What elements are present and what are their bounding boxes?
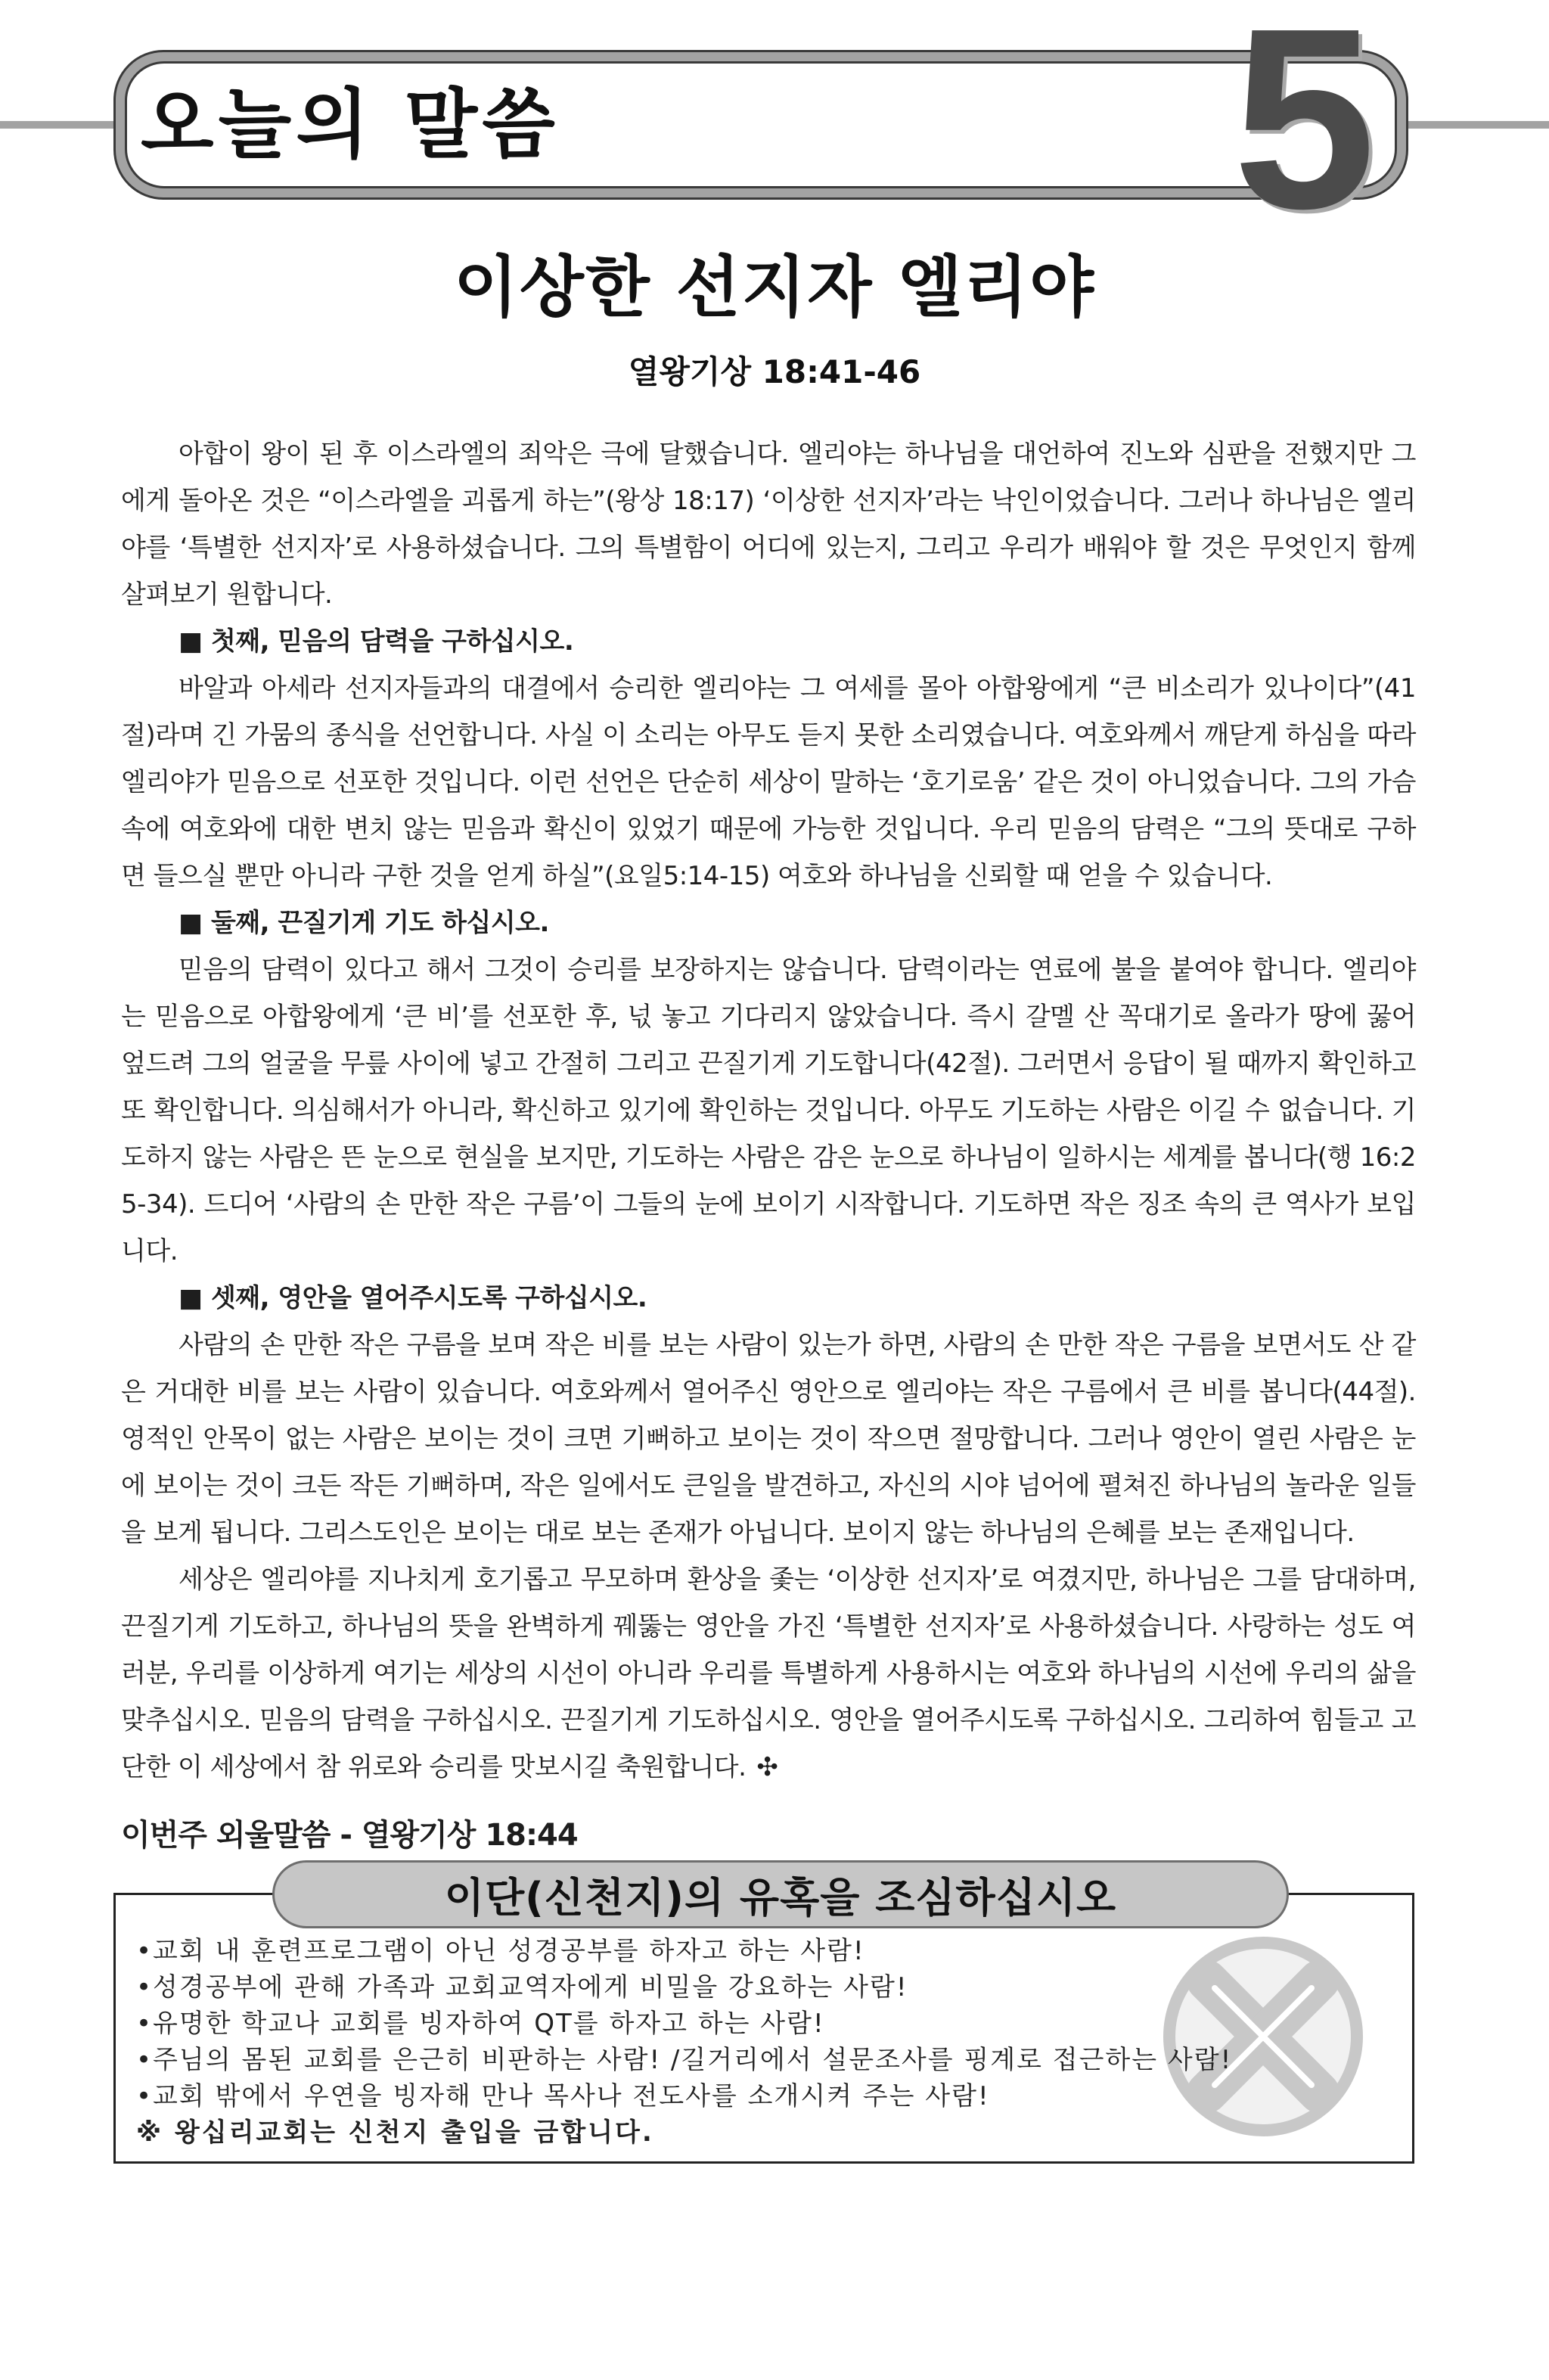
memory-verse: 이번주 외울말씀 - 열왕기상 18:44	[121, 1818, 578, 1853]
warning-item: •교회 내 훈련프로그램이 아닌 성경공부를 하자고 하는 사람!	[136, 1936, 865, 1966]
warning-title: 이단(신천지)의 유혹을 조심하십시오	[444, 1873, 1117, 1922]
point-paragraph-1: 바알과 아세라 선지자들과의 대결에서 승리한 엘리야는 그 여세를 몰아 아합왕에게 “큰 비소리가 있나이다”(41절)라며 긴 가뭄의 종식을 선언합니다. 사실 이 소리는 아무도 듣지 못한 소리였습니다. 여호와께서 깨닫게 하심을 따라 엘리야가 믿음으로 선포한 것입니다. 이런 선언은 단순히 세상이 말하는 ‘호기로움’ 같은 것이 아니었습니다. 그의 가슴 속에 여호와에 대한 변치 않는 믿음과 확신이 있었기 때문에 가능한 것입니다. 우리 믿음의 담력은 “그의 뜻대로 구하면 들으실 뿐만 아니라 구한 것을 얻게 하실”(요일5:14-15) 여호와 하나님을 신뢰할 때 얻을 수 있습니다.	[121, 673, 1416, 891]
point-heading-3: ■ 셋째, 영안을 열어주시도록 구하십시오.	[178, 1283, 647, 1313]
section-banner-inner	[125, 61, 1397, 188]
point-heading-2: ■ 둘째, 끈질기게 기도 하십시오.	[178, 908, 549, 938]
intro-paragraph: 아합이 왕이 된 후 이스라엘의 죄악은 극에 달했습니다. 엘리야는 하나님을 대언하여 진노와 심판을 전했지만 그에게 돌아온 것은 “이스라엘을 괴롭게 하는”(왕상 18:17) ‘이상한 선지자’라는 낙인이었습니다. 그러나 하나님은 엘리야를 ‘특별한 선지자’로 사용하셨습니다. 그의 특별함이 어디에 있는지, 그리고 우리가 배워야 할 것은 무엇인지 함께 살펴보기 원합니다.	[121, 439, 1416, 610]
point-paragraph-2: 믿음의 담력이 있다고 해서 그것이 승리를 보장하지는 않습니다. 담력이라는 연료에 불을 붙여야 합니다. 엘리야는 믿음으로 아합왕에게 ‘큰 비’를 선포한 후, 넋 놓고 기다리지 않았습니다. 즉시 갈멜 산 꼭대기로 올라가 땅에 꿇어 엎드려 그의 얼굴을 무릎 사이에 넣고 간절히 그리고 끈질기게 기도합니다(42절). 그러면서 응답이 될 때까지 확인하고 또 확인합니다. 의심해서가 아니라, 확신하고 있기에 확인하는 것입니다. 아무도 기도하는 사람은 이길 수 없습니다. 기도하지 않는 사람은 뜬 눈으로 현실을 보지만, 기도하는 사람은 감은 눈으로 하나님이 일하시는 세계를 봅니다(행 16:25-34). 드디어 ‘사람의 손 만한 작은 구름’이 그들의 눈에 보이기 시작합니다. 기도하면 작은 징조 속의 큰 역사가 보입니다.	[121, 955, 1416, 1266]
warning-list	[136, 1933, 1389, 2151]
warning-item: •교회 밖에서 우연을 빙자해 만나 목사나 전도사를 소개시켜 주는 사람!	[136, 2081, 990, 2111]
warning-title-banner	[272, 1860, 1289, 1928]
warning-item: •유명한 학교나 교회를 빙자하여 QT를 하자고 하는 사람!	[136, 2009, 825, 2039]
end-ornament-icon: ✣	[756, 1752, 778, 1782]
conclusion-text: 세상은 엘리야를 지나치게 호기롭고 무모하며 환상을 좇는 ‘이상한 선지자’로 여겼지만, 하나님은 그를 담대하며, 끈질기게 기도하고, 하나님의 뜻을 완벽하게 꿰뚫는 영안을 가진 ‘특별한 선지자’로 사용하셨습니다. 사랑하는 성도 여러분, 우리를 이상하게 여기는 세상의 시선이 아니라 우리를 특별하게 사용하시는 여호와 하나님의 시선에 우리의 삶을 맞추십시오. 믿음의 담력을 구하십시오. 끈질기게 기도하십시오. 영안을 열어주시도록 구하십시오. 그리하여 힘들고 고단한 이 세상에서 참 위로와 승리를 맛보시길 축원합니다.	[121, 1564, 1416, 1782]
warning-notice: ※ 왕십리교회는 신천지 출입을 금합니다.	[136, 2117, 654, 2148]
warning-item: •성경공부에 관해 가족과 교회교역자에게 비밀을 강요하는 사람!	[136, 1972, 908, 2002]
header-rule-right	[1404, 121, 1549, 129]
header-rule-left	[0, 121, 118, 129]
conclusion-paragraph	[121, 1556, 1416, 1791]
section-banner	[113, 50, 1408, 200]
sermon-body	[121, 430, 1416, 1791]
content-column	[121, 430, 1416, 2164]
section-title: 오늘의 말씀	[141, 80, 560, 169]
warning-box	[113, 1873, 1414, 2164]
page-number: 5	[1233, 0, 1377, 263]
scripture-reference: 열왕기상 18:41-46	[628, 353, 921, 390]
point-paragraph-3: 사람의 손 만한 작은 구름을 보며 작은 비를 보는 사람이 있는가 하면, 사람의 손 만한 작은 구름을 보면서도 산 같은 거대한 비를 보는 사람이 있습니다. 여호와께서 열어주신 영안으로 엘리야는 작은 구름에서 큰 비를 봅니다(44절). 영적인 안목이 없는 사람은 보이는 것이 크면 기뻐하고 보이는 것이 작으면 절망합니다. 그러나 영안이 열린 사람은 눈에 보이는 것이 크든 작든 기뻐하며, 작은 일에서도 큰일을 발견하고, 자신의 시야 넘어에 펼쳐진 하나님의 놀라운 일들을 보게 됩니다. 그리스도인은 보이는 대로 보는 존재가 아닙니다. 보이지 않는 하나님의 은혜를 보는 존재입니다.	[121, 1330, 1416, 1548]
warning-item: •주님의 몸된 교회를 은근히 비판하는 사람! /길거리에서 설문조사를 핑계로 접근하는 사람!	[136, 2045, 1233, 2075]
sermon-title: 이상한 선지자 엘리야	[453, 248, 1096, 326]
point-heading-1: ■ 첫째, 믿음의 담력을 구하십시오.	[178, 626, 574, 657]
